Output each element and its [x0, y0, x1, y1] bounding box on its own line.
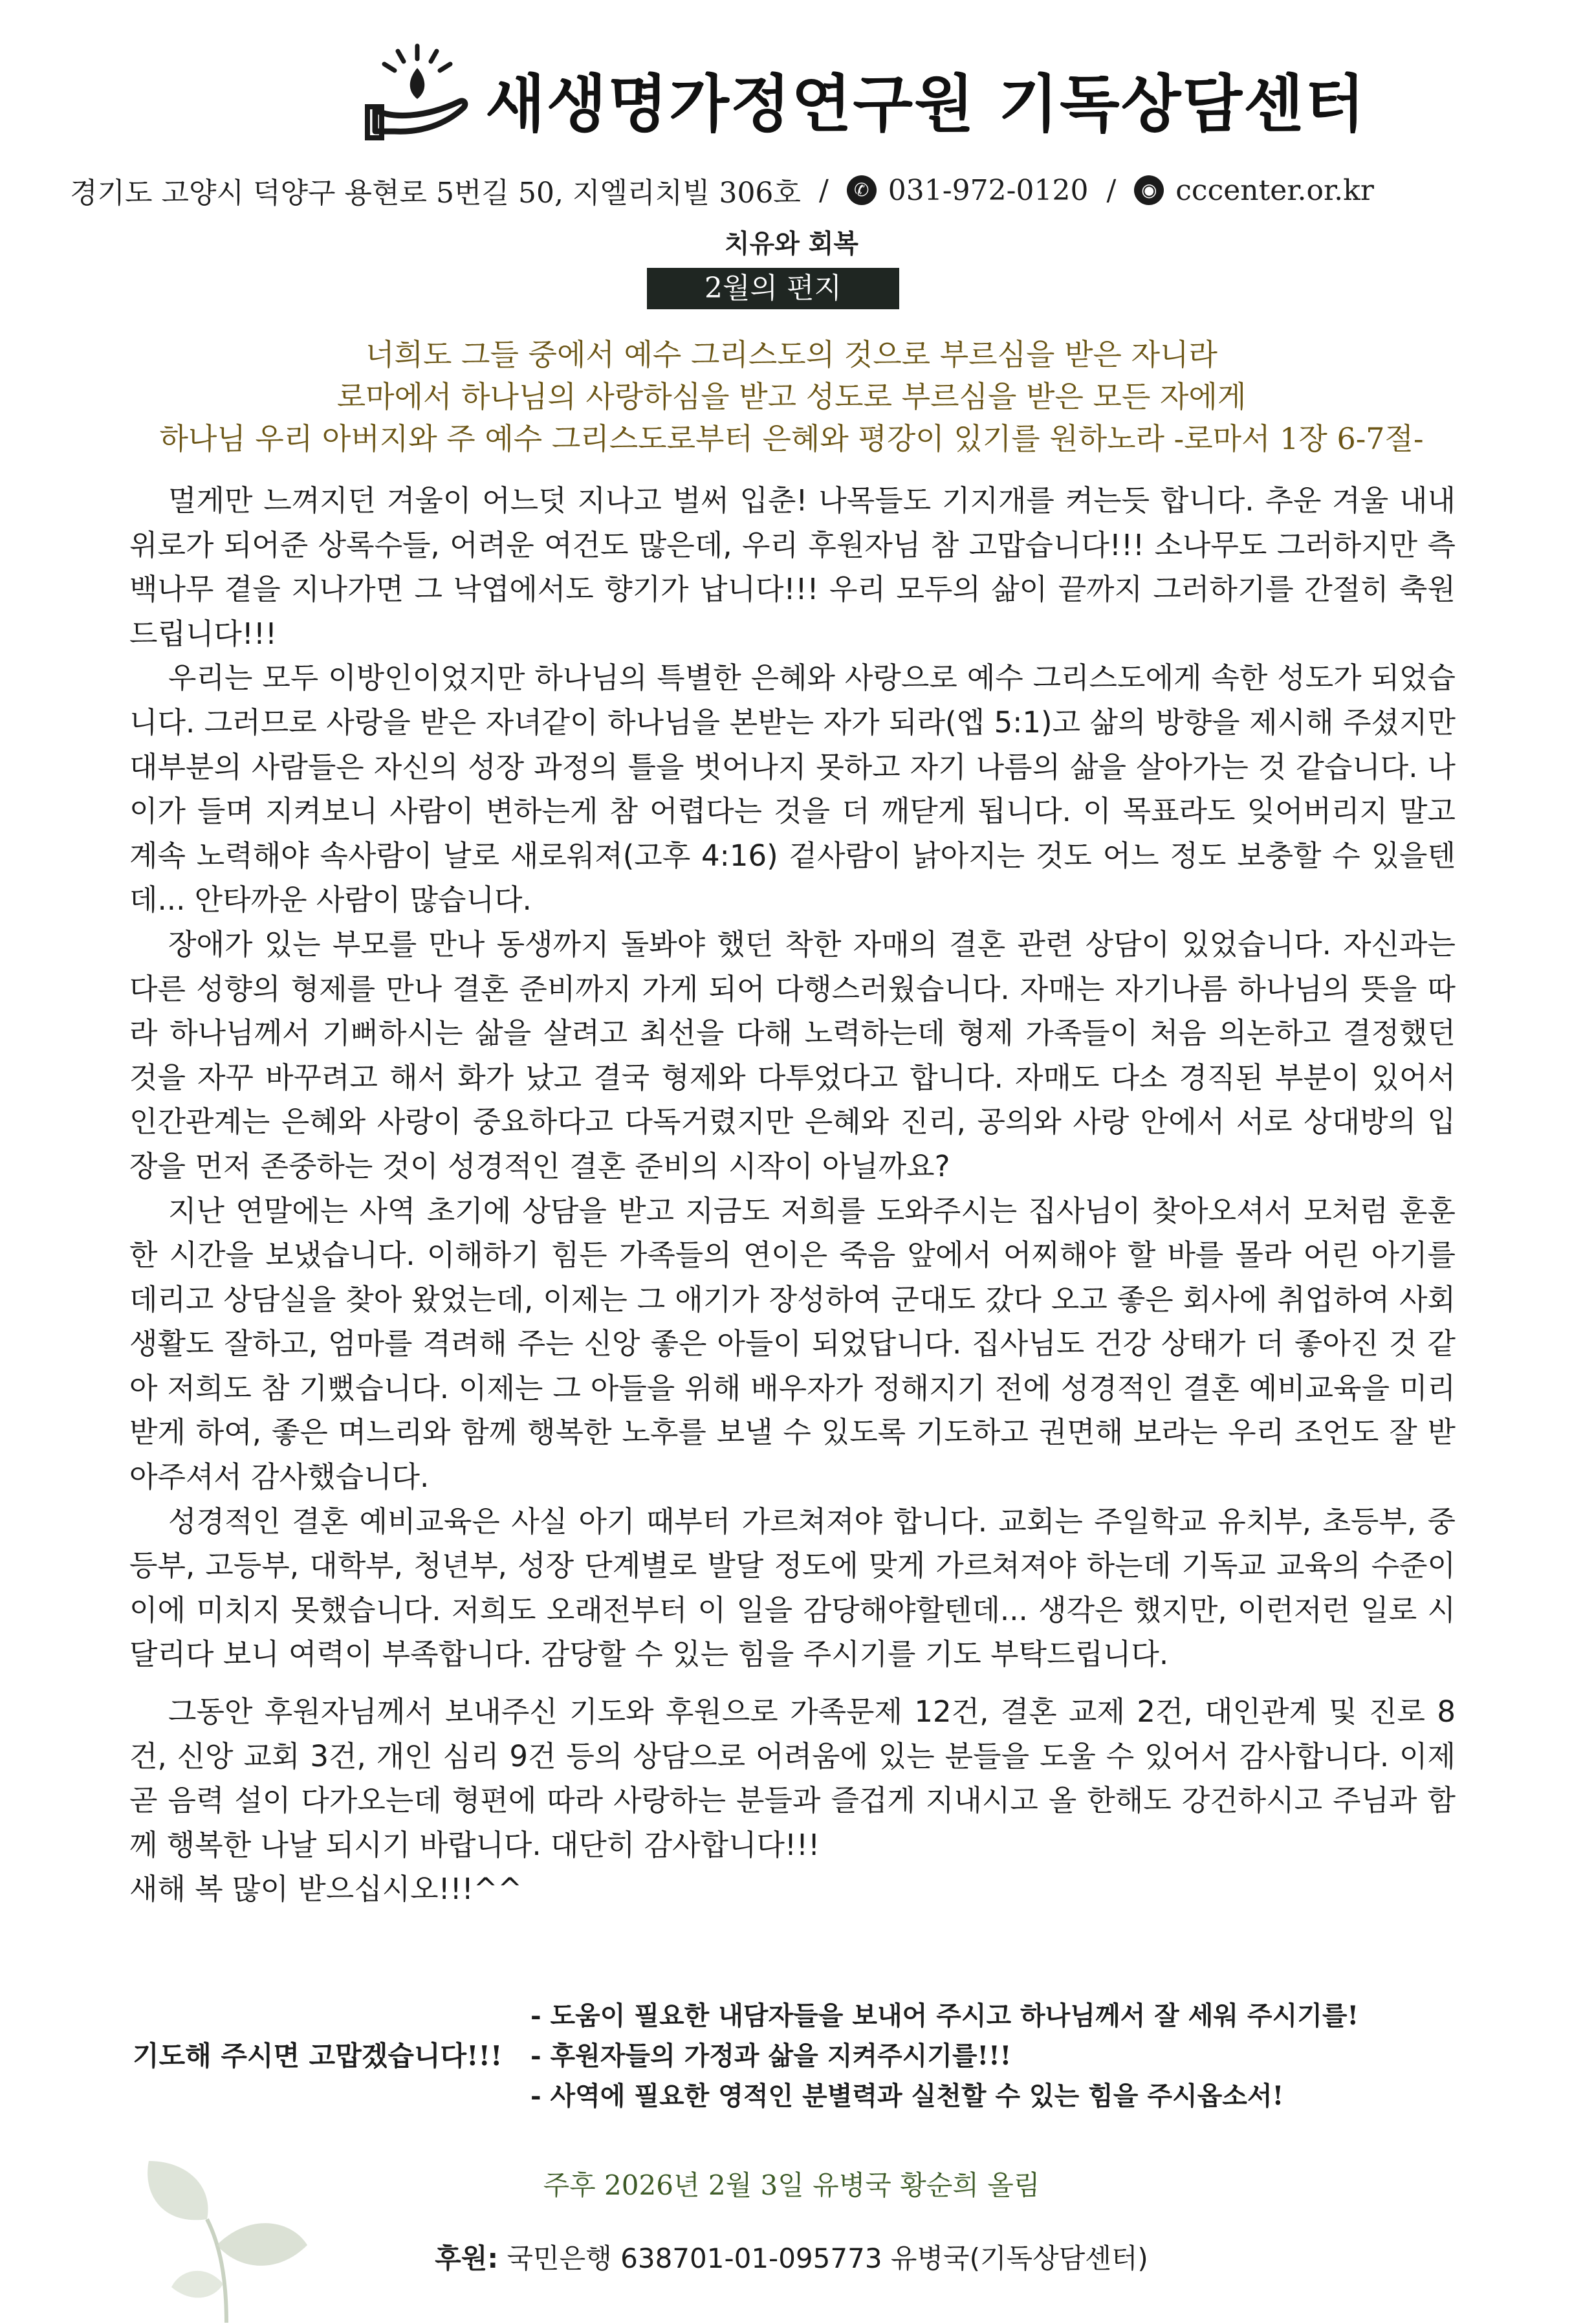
scripture-verse	[0, 334, 1583, 460]
closing-greeting: 새해 복 많이 받으십시오!!!^^	[129, 1872, 523, 1907]
separator: /	[818, 173, 829, 207]
website-link[interactable]: cccenter.or.kr	[1175, 173, 1374, 207]
address-text: 경기도 고양시 덕양구 용현로 5번길 50, 지엘리치빌 306호	[70, 177, 801, 210]
body-paragraph: 그동안 후원자님께서 보내주신 기도와 후원으로 가족문제 12건, 결혼 교제 2건, 대인관계 및 진로 8건, 신앙 교회 3건, 개인 심리 9건 등의 상담으로 어려움에 있는 분들을 도울 수 있어서 감사합니다. 이제 곧 음력 설이 다가오는데 형편에 따라 사랑하는 분들과 즐겁게 지내시고 올 한해도 강건하시고 주님과 함께 행복한 나날 되시기 바랍니다. 대단히 감사합니다!!!	[129, 1694, 1456, 1862]
organization-name: 새생명가정연구원 기독상담센터	[485, 68, 1366, 140]
prayer-request-list	[530, 1996, 1501, 2116]
verse-line: 로마에서 하나님의 사랑하심을 받고 성도로 부르심을 받은 모든 자에게	[336, 379, 1247, 414]
prayer-item: - 사역에 필요한 영적인 분별력과 실천할 수 있는 힘을 주시옵소서!	[530, 2081, 1284, 2111]
hand-flame-logo-icon	[362, 42, 472, 146]
prayer-request-label: 기도해 주시면 고맙겠습니다!!!	[133, 2040, 503, 2072]
verse-line: 하나님 우리 아버지와 주 예수 그리스도로부터 은혜와 평강이 있기를 원하노라 -로마서 1장 6-7절-	[159, 421, 1424, 456]
leaf-sprout-icon	[136, 2135, 317, 2323]
donation-account	[0, 2237, 1583, 2276]
phone-icon: ✆	[847, 175, 877, 205]
prayer-item: - 후원자들의 가정과 삶을 지켜주시기를!!!	[530, 2041, 1012, 2071]
globe-icon: ◉	[1134, 175, 1164, 205]
account-label: 후원:	[435, 2242, 499, 2274]
body-paragraph: 지난 연말에는 사역 초기에 상담을 받고 지금도 저희를 도와주시는 집사님이 찾아오셔서 모처럼 훈훈한 시간을 보냈습니다. 이해하기 힘든 가족들의 연이은 죽음 앞에서 어찌해야 할 바를 몰라 어린 아기를 데리고 상담실을 찾아 왔었는데, 이제는 그 애기가 장성하여 군대도 갔다 오고 좋은 회사에 취업하여 사회생활도 잘하고, 엄마를 격려해 주는 신앙 좋은 아들이 되었답니다. 집사님도 건강 상태가 더 좋아진 것 같아 저희도 참 기뻤습니다. 이제는 그 아들을 위해 배우자가 정해지기 전에 성경적인 결혼 예비교육을 미리 받게 하여, 좋은 며느리와 함께 행복한 노후를 보낼 수 있도록 기도하고 권면해 보라는 우리 조언도 잘 받아주셔서 감사했습니다.	[129, 1193, 1456, 1495]
signature-line: 주후 2026년 2월 3일 유병국 황순희 올림	[543, 2169, 1040, 2201]
letter-body	[129, 479, 1456, 1912]
contact-info	[70, 170, 1519, 211]
subtitle: 치유와 회복	[724, 228, 859, 259]
header-logo	[362, 36, 1366, 152]
letter-title-badge: 2월의 편지	[647, 268, 899, 309]
body-paragraph: 우리는 모두 이방인이었지만 하나님의 특별한 은혜와 사랑으로 예수 그리스도에게 속한 성도가 되었습니다. 그러므로 사랑을 받은 자녀같이 하나님을 본받는 자가 되라(엡 5:1)고 삶의 방향을 제시해 주셨지만 대부분의 사람들은 자신의 성장 과정의 틀을 벗어나지 못하고 자기 나름의 삶을 살아가는 것 같습니다. 나이가 들며 지켜보니 사람이 변하는게 참 어렵다는 것을 더 깨닫게 됩니다. 이 목표라도 잊어버리지 말고 계속 노력해야 속사람이 날로 새로워져(고후 4:16) 겉사람이 낡아지는 것도 어느 정도 보충할 수 있을텐데... 안타까운 사람이 많습니다.	[129, 661, 1456, 917]
separator: /	[1106, 173, 1117, 207]
verse-line: 너희도 그들 중에서 예수 그리스도의 것으로 부르심을 받은 자니라	[366, 337, 1217, 372]
body-paragraph: 성경적인 결혼 예비교육은 사실 아기 때부터 가르쳐져야 합니다. 교회는 주일학교 유치부, 초등부, 중등부, 고등부, 대학부, 청년부, 성장 단계별로 발달 정도에 맞게 가르쳐져야 하는데 기독교 교육의 수준이 이에 미치지 못했습니다. 저희도 오래전부터 이 일을 감당해야할텐데... 생각은 했지만, 이런저런 일로 시달리다 보니 여력이 부족합니다. 감당할 수 있는 힘을 주시기를 기도 부탁드립니다.	[129, 1504, 1456, 1672]
phone-number: 031-972-0120	[888, 173, 1089, 207]
prayer-item: - 도움이 필요한 내담자들을 보내어 주시고 하나님께서 잘 세워 주시기를!	[530, 2001, 1359, 2031]
account-number: 국민은행 638701-01-095773 유병국(기독상담센터)	[507, 2242, 1148, 2274]
body-paragraph: 멀게만 느껴지던 겨울이 어느덧 지나고 벌써 입춘! 나목들도 기지개를 켜는듯 합니다. 추운 겨울 내내 위로가 되어준 상록수들, 어려운 여건도 많은데, 우리 후원자님 참 고맙습니다!!! 소나무도 그러하지만 측백나무 곁을 지나가면 그 낙엽에서도 향기가 납니다!!! 우리 모두의 삶이 끝까지 그러하기를 간절히 축원드립니다!!!	[129, 483, 1456, 651]
body-paragraph: 장애가 있는 부모를 만나 동생까지 돌봐야 했던 착한 자매의 결혼 관련 상담이 있었습니다. 자신과는 다른 성향의 형제를 만나 결혼 준비까지 가게 되어 다행스러웠습니다. 자매는 자기나름 하나님의 뜻을 따라 하나님께서 기뻐하시는 삶을 살려고 최선을 다해 노력하는데 형제 가족들이 처음 의논하고 결정했던 것을 자꾸 바꾸려고 해서 화가 났고 결국 형제와 다투었다고 합니다. 자매도 다소 경직된 부분이 있어서 인간관계는 은혜와 사랑이 중요하다고 다독거렸지만 은혜와 진리, 공의와 사랑 안에서 서로 상대방의 입장을 먼저 존중하는 것이 성경적인 결혼 준비의 시작이 아닐까요?	[129, 926, 1456, 1183]
